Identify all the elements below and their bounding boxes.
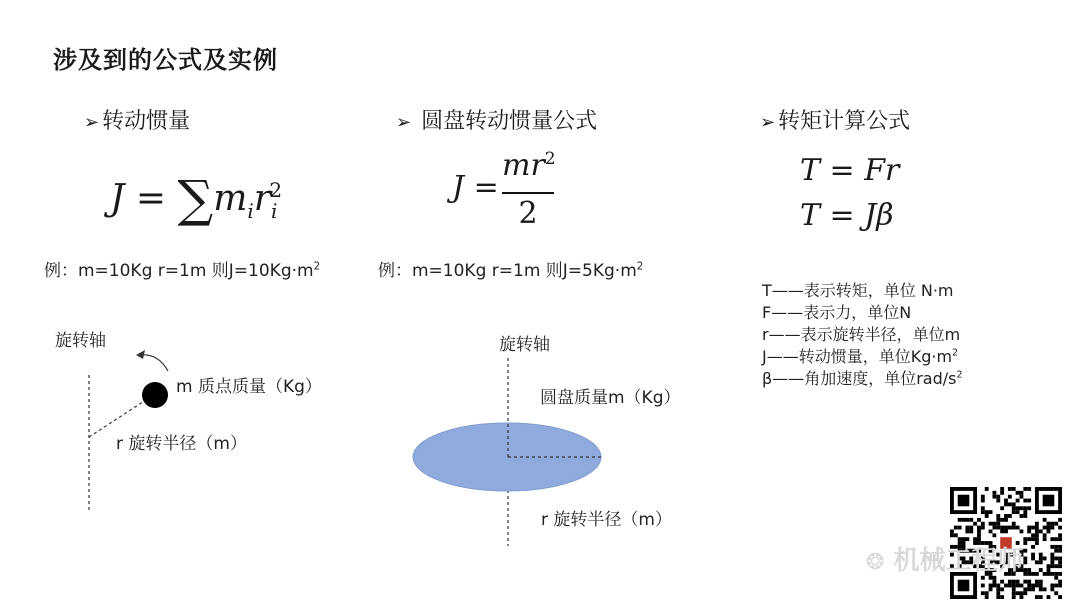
rotation-axis-label: 旋转轴 xyxy=(55,331,106,351)
definition-item: T——表示转矩，单位 N·m xyxy=(762,281,954,300)
arrow-bullet-icon: ➢ xyxy=(396,112,412,133)
disk-radius-label: r 旋转半径（m） xyxy=(541,510,672,530)
heading-label: 转动惯量 xyxy=(102,109,191,134)
watermark-text: 机械工程师 xyxy=(893,546,1024,576)
example-moment-of-inertia xyxy=(44,256,320,281)
definition-item: F——表示力，单位N xyxy=(762,303,912,322)
watermark xyxy=(866,540,1024,577)
heading-label: 圆盘转动惯量公式 xyxy=(421,109,598,134)
wechat-icon: ❂ xyxy=(866,550,885,575)
point-mass-dot xyxy=(142,382,168,408)
heading-disk-inertia xyxy=(396,104,597,135)
rotation-arrowhead xyxy=(136,350,145,359)
definition-item: r——表示旋转半径，单位m xyxy=(762,325,961,344)
heading-label: 转矩计算公式 xyxy=(778,109,911,134)
rotation-arrow-icon xyxy=(140,355,168,371)
example-text: 例：m=10Kg r=1m 则J=10Kg·m xyxy=(44,261,314,281)
example-superscript: 2 xyxy=(636,261,644,273)
arrow-bullet-icon: ➢ xyxy=(760,112,776,133)
rotation-axis-label: 旋转轴 xyxy=(499,335,550,355)
heading-moment-of-inertia xyxy=(84,104,190,135)
formula-disk-fraction xyxy=(502,148,554,232)
definitions-list xyxy=(762,280,963,390)
page-title: 涉及到的公式及实例 xyxy=(53,46,278,74)
formula-torque-inertia: T = Jβ xyxy=(800,198,894,233)
arrow-bullet-icon: ➢ xyxy=(84,112,100,133)
formula-torque-force: T = Fr xyxy=(800,153,900,188)
formula-moment-of-inertia: $J = \sum m_ir_i^2$ xyxy=(110,170,283,228)
example-disk-inertia xyxy=(378,256,643,281)
disk-shape xyxy=(413,423,601,491)
heading-torque xyxy=(760,104,910,135)
example-text: 例：m=10Kg r=1m 则J=5Kg·m xyxy=(378,261,637,281)
definition-item: J——转动惯量，单位$Kg\cdot m^2$ xyxy=(762,347,959,366)
example-superscript: 2 xyxy=(313,261,321,273)
formula-disk-lhs: J = xyxy=(452,170,499,205)
fraction-denominator: 2 xyxy=(518,196,538,231)
definition-item: β——角加速度，单位rad/$s^2$ xyxy=(762,369,963,388)
disk-mass-label: 圆盘质量m（Kg） xyxy=(540,388,681,408)
point-mass-label: m 质点质量（Kg） xyxy=(176,377,322,397)
fraction-numerator: $mr^2$ xyxy=(502,148,556,183)
fraction-bar xyxy=(502,192,554,194)
point-radius-label: r 旋转半径（m） xyxy=(116,434,247,454)
